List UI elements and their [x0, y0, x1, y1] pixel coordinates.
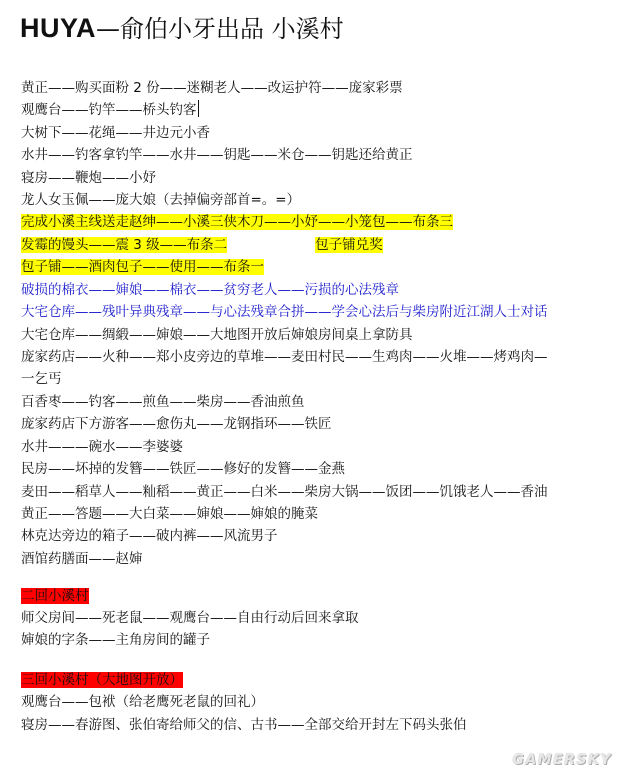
gamersky-watermark: GAMERSKY: [512, 752, 612, 768]
section-heading-text: 二回小溪村: [21, 588, 89, 604]
highlighted-line: [21, 235, 383, 256]
section-heading-text: 三回小溪村（大地图开放）: [21, 672, 183, 688]
title-text: —俞伯小牙出品 小溪村: [96, 15, 344, 43]
line-text: 大宅仓库——残叶异典残章——与心法残章合拼——学会心法后与柴房附近江湖人士对话: [21, 304, 548, 320]
text-line: [21, 100, 199, 121]
line-text: 百香枣——钓客——煎鱼——柴房——香油煎鱼: [21, 394, 305, 410]
blue-line: [21, 302, 548, 323]
text-line: [21, 526, 278, 547]
text-line: [21, 369, 62, 390]
line-text: 大宅仓库——绸緞——婶娘——大地图开放后婶娘房间桌上拿防具: [21, 327, 413, 343]
line-text: 民房——坏掉的发簪——铁匠——修好的发簪——金燕: [21, 461, 345, 477]
section-heading-3: [21, 670, 183, 691]
line-text: 黄正——购买面粉 2 份——迷糊老人——改运护符——庞家彩票: [21, 80, 403, 96]
text-line: [21, 325, 413, 346]
line-text: 水井——钓客拿钓竿——水井——钥匙——米仓——钥匙还给黄正: [21, 147, 413, 163]
text-line: [21, 549, 143, 570]
title-brand: HUYA: [20, 13, 97, 43]
line-text: 包子铺——酒肉包子——使用——布条一: [21, 259, 264, 275]
line-text: 破损的棉衣——婶娘——棉衣——贫穷老人——污损的心法残章: [21, 282, 399, 298]
text-line: [21, 78, 403, 99]
text-line: [21, 437, 183, 458]
text-line: [21, 145, 413, 166]
line-text: 包子铺兑奖: [315, 237, 383, 253]
text-line: [21, 692, 264, 713]
line-text: 一乞丐: [21, 371, 62, 387]
text-cursor: [198, 100, 199, 117]
text-line: [21, 459, 345, 480]
line-text: 林克达旁边的箱子——破内裤——风流男子: [21, 528, 278, 544]
text-line: [21, 347, 548, 368]
line-text: 发霉的馒头——震 3 级——布条二: [21, 237, 228, 253]
line-text: 麦田——稻草人——籼稻——黄正——白米——柴房大锅——饭团——饥饿老人——香油: [21, 484, 548, 500]
text-line: [21, 392, 305, 413]
highlighted-line: [21, 257, 264, 278]
line-text: 师父房间——死老鼠——观鹰台——自由行动后回来拿取: [21, 610, 359, 626]
text-line: [21, 414, 332, 435]
line-text: 酒馆药膳面——赵婶: [21, 551, 143, 567]
line-text: 观鹰台——包袱（给老鹰死老鼠的回礼）: [21, 694, 264, 710]
line-text: 庞家药店下方游客——愈伤丸——龙钢指环——铁匠: [21, 416, 332, 432]
line-text: 水井———碗水——李婆婆: [21, 439, 183, 455]
text-line: [21, 504, 318, 525]
text-line: [21, 190, 300, 211]
line-text: 观鹰台——钓竿——桥头钓客: [21, 102, 197, 118]
line-text: 庞家药店——火种——郑小皮旁边的草堆——麦田村民——生鸡肉——火堆——烤鸡肉—: [21, 349, 548, 365]
line-text: 寝房——春游图、张伯寄给师父的信、古书——全部交给开封左下码头张伯: [21, 717, 467, 733]
text-line: [21, 608, 359, 629]
highlighted-line: [21, 212, 453, 233]
line-text: 龙人女玉佩——庞大娘（去掉偏旁部首=。=）: [21, 192, 301, 208]
line-text: 黄正——答题——大白菜——婶娘——婶娘的腌菜: [21, 506, 318, 522]
text-line: [21, 168, 156, 189]
section-heading-2: [21, 586, 89, 607]
line-text: 大树下——花绳——井边元小香: [21, 125, 210, 141]
text-line: [21, 715, 467, 736]
text-line: [21, 482, 548, 503]
blue-line: [21, 280, 399, 301]
line-text: 寝房——鞭炮——小妤: [21, 170, 156, 186]
line-text: 完成小溪主线送走赵绅——小溪三侠木刀——小妤——小笼包——布条三: [21, 214, 453, 230]
text-line: [21, 630, 210, 651]
document-title: [20, 8, 600, 48]
text-line: [21, 123, 210, 144]
line-text: 婶娘的字条——主角房间的罐子: [21, 632, 210, 648]
